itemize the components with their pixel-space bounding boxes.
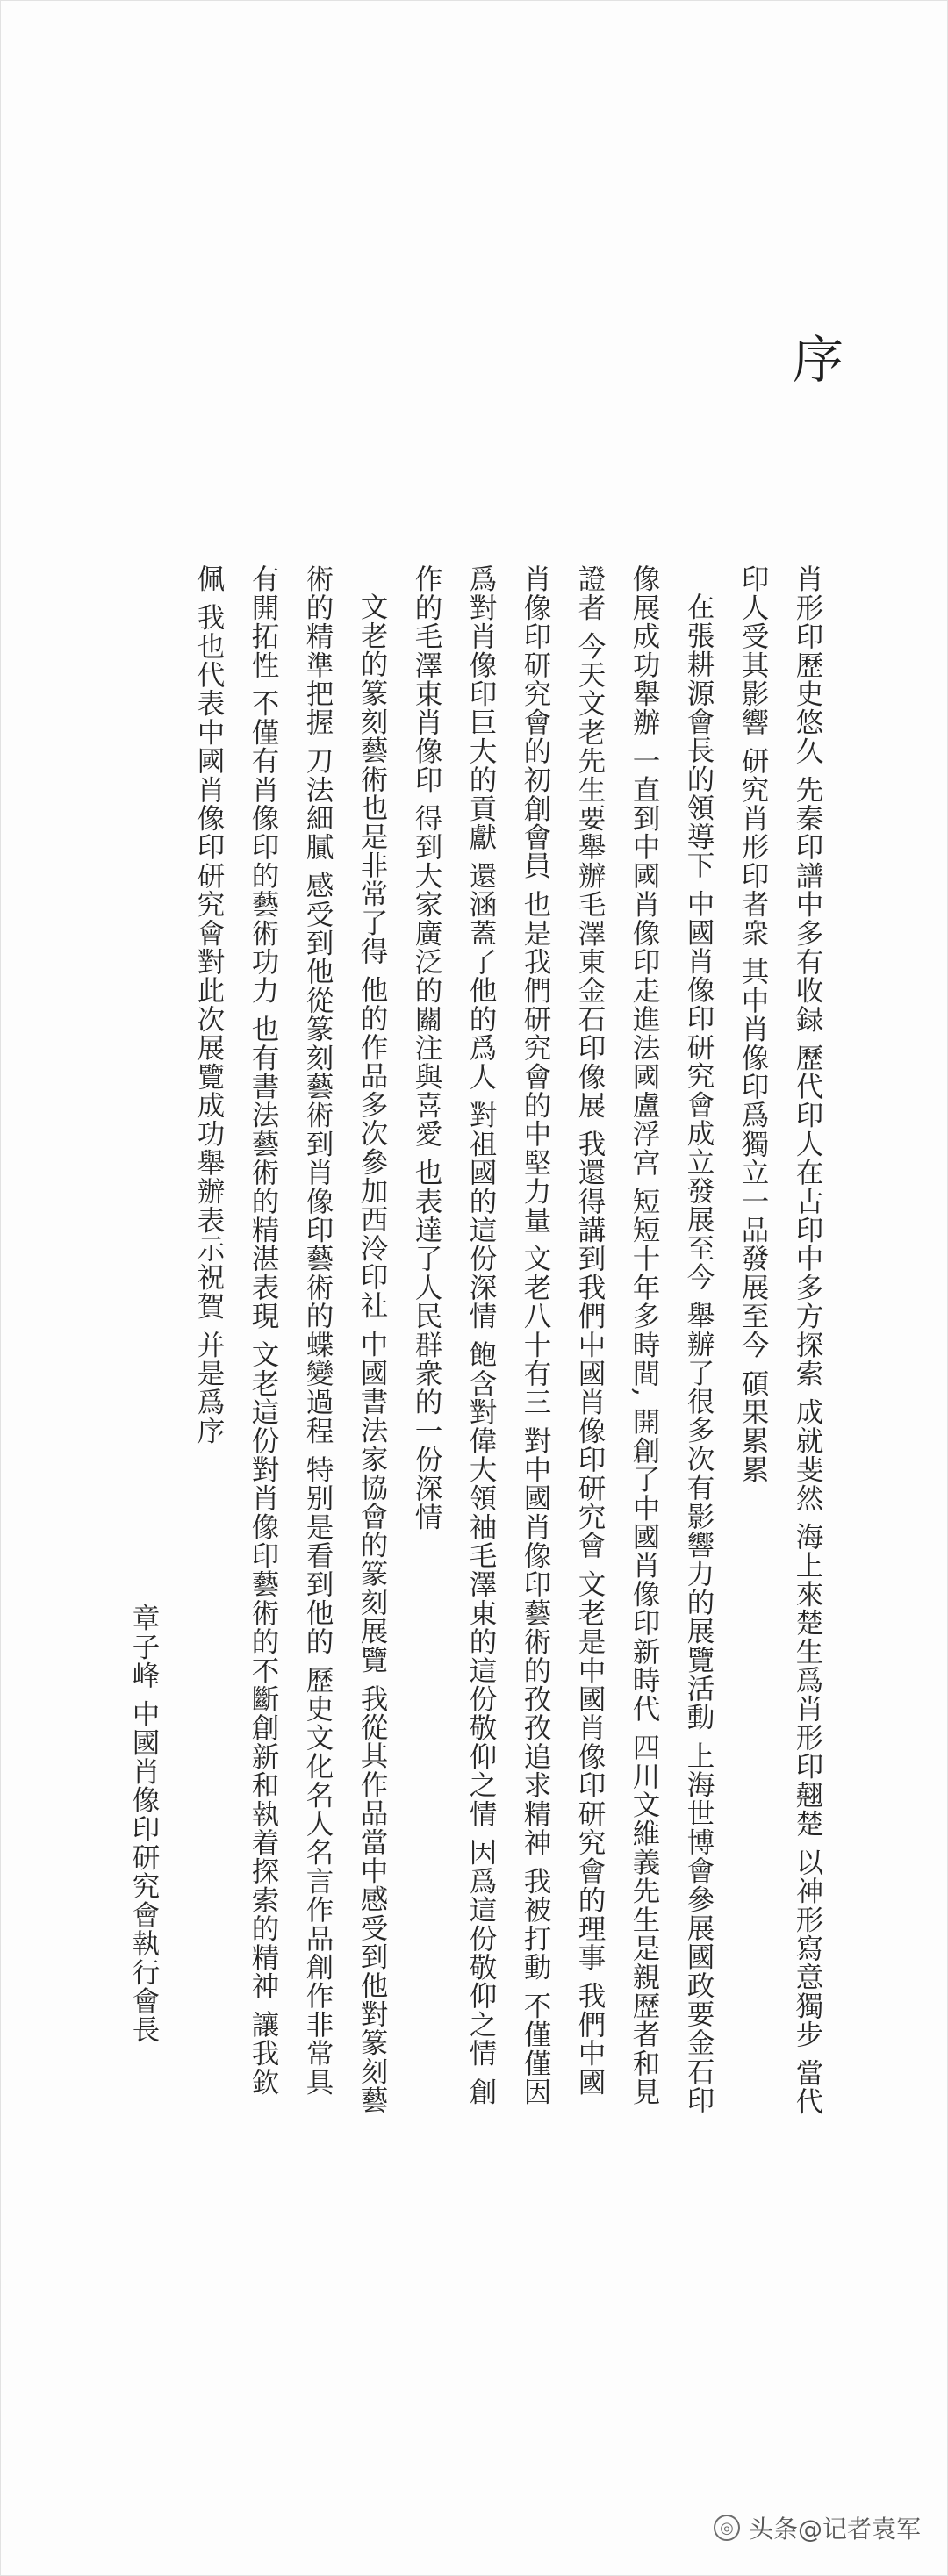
toutiao-logo-icon: ◎ xyxy=(714,2515,740,2541)
paragraph-2: 在張耕源會長的領導下 中國肖像印研究會成立發展至今 舉辦了很多次有影響力的展覽活動 上海世博會參展國政要金石印像展成功舉辦 一直到中國肖像印走進法國盧浮宫 短短十年多時間, 開創了中國肖像印新時代 四川文維義先生是親歷者和見證者 今天文老先生要舉辦毛澤東金石印像展 我還得講到我們中國肖像印研究會 文老是中國肖像印研究會的理事 我們中國肖像印研究會的初創會員 也是我們研究會的中堅力量 文老八十有三 對中國肖像印藝術的孜孜追求精神 我被打動 不僅僅因爲對肖像印巨大的貢獻 還涵蓋了他的爲人 對祖國的這份深情 飽含對偉大領袖毛澤東的這份敬仰之情 因爲這份敬仰之情 創作的毛澤東肖像印 得到大家廣泛的關注與喜愛 也表達了人民群衆的一份深情 xyxy=(411,564,715,2114)
watermark xyxy=(714,2510,921,2545)
paragraph-3: 文老的篆刻藝術也是非常了得 他的作品多次參加西泠印社 中國書法家協會的篆刻展覽 我從其作品當中感受到他對篆刻藝術的精準把握 刀法細膩 感受到他從篆刻藝術到肖像印藝術的蝶變過程 特别是看到他的 歷史文化名人名言作品創作非常具有開拓性 不僅有肖像印的藝術功力 也有書法藝術的精湛表現 文老這份對肖像印藝術的不斷創新和執着探索的精神 讓我欽佩 我也代表中國肖像印研究會對此次展覽成功舉辦表示祝賀 并是爲序 xyxy=(193,564,388,2114)
author-signature: 章子峰 中國肖像印研究會執行會長 xyxy=(128,1604,160,2044)
paragraph-1: 肖形印歷史悠久 先秦印譜中多有收録 歷代印人在古印中多方探索 成就斐然 海上來楚生爲肖形印翹楚 以神形寫意獨步 當代印人受其影響 研究肖形印者衆 其中肖像印爲獨立一品發展至今 碩果累累 xyxy=(737,564,823,2116)
watermark-text: 头条@记者袁军 xyxy=(748,2515,921,2544)
page-title: 序 xyxy=(792,330,844,390)
preface-body xyxy=(182,564,835,2118)
